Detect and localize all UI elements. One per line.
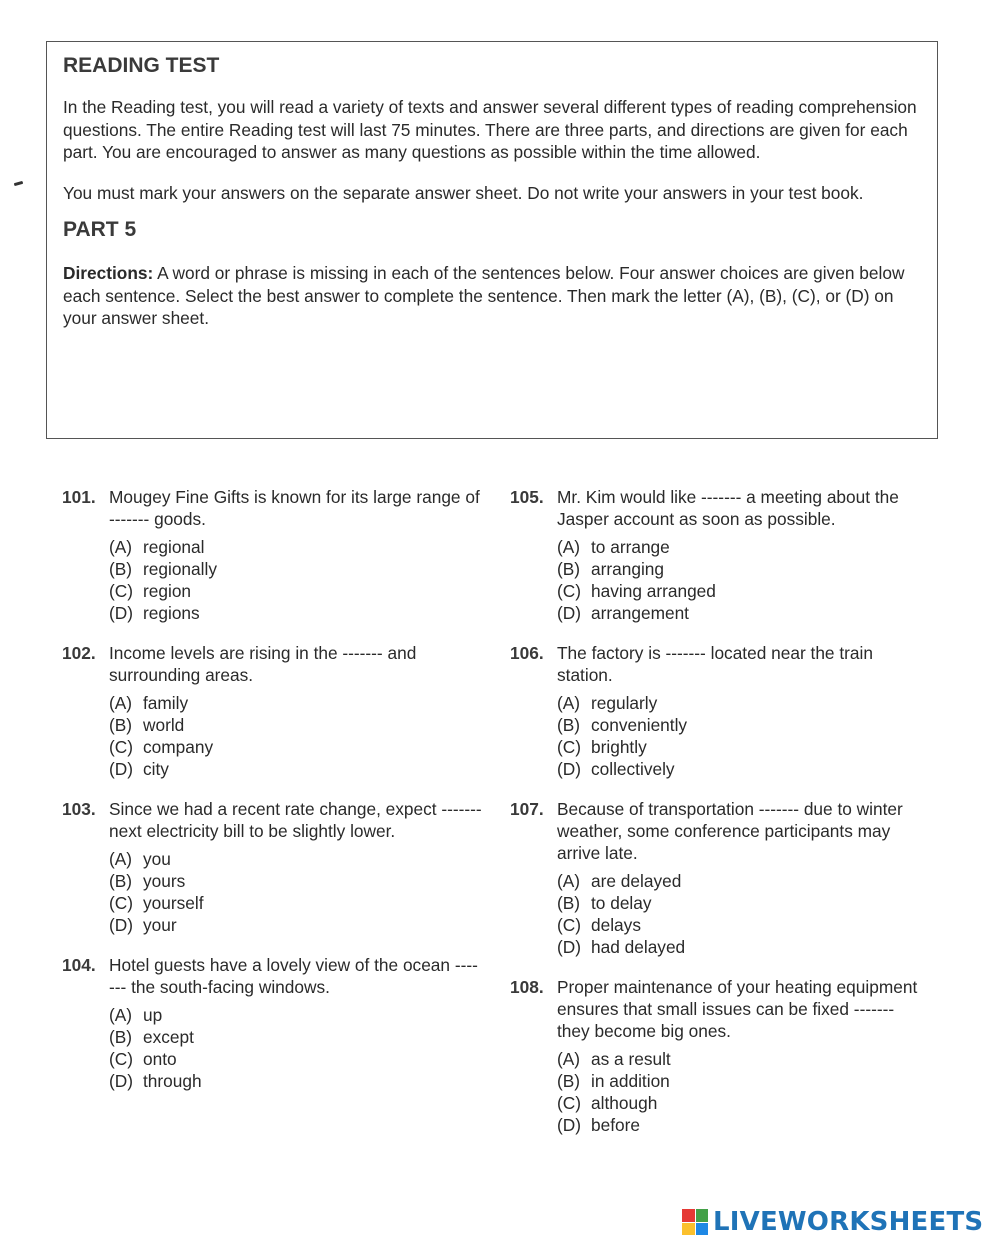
answer-choices: [109, 1004, 482, 1092]
answer-choice-c[interactable]: (C) region: [109, 581, 192, 601]
question-number: 107.: [510, 799, 544, 819]
answer-choice-a[interactable]: (A) regularly: [557, 693, 658, 713]
answer-choice-d[interactable]: (D) through: [109, 1071, 202, 1091]
answer-choice-b[interactable]: (B) arranging: [557, 559, 665, 579]
answer-choice-b[interactable]: (B) to delay: [557, 893, 652, 913]
answer-choice-a[interactable]: (A) to arrange: [557, 537, 670, 557]
answer-choice-c[interactable]: (C) company: [109, 737, 214, 757]
question-number: 105.: [510, 487, 544, 507]
answer-choice-d[interactable]: (D) had delayed: [557, 937, 686, 957]
answer-choice-b[interactable]: (B) world: [109, 715, 185, 735]
question-105: [510, 486, 930, 624]
question-number: 106.: [510, 643, 544, 663]
question-text: The factory is ------- located near the train station.: [557, 643, 873, 685]
directions-label: Directions:: [63, 263, 154, 283]
question-text: Mr. Kim would like ------- a meeting about the Jasper account as soon as possible.: [557, 487, 899, 529]
logo-tiles-icon: [682, 1209, 708, 1235]
answer-choice-d[interactable]: (D) city: [109, 759, 169, 779]
answer-choice-b[interactable]: (B) yours: [109, 871, 186, 891]
answer-sheet-paragraph: You must mark your answers on the separate answer sheet. Do not write your answers in your test book.: [63, 182, 864, 203]
logo-tile: [682, 1223, 695, 1236]
logo-tile: [696, 1223, 709, 1236]
answer-choice-c[interactable]: (C) onto: [109, 1049, 177, 1069]
answer-choice-d[interactable]: (D) collectively: [557, 759, 675, 779]
question-number: 103.: [62, 799, 96, 819]
answer-choice-d[interactable]: (D) before: [557, 1115, 641, 1135]
question-number: 101.: [62, 487, 96, 507]
logo-tile: [682, 1209, 695, 1222]
answer-choices: [557, 536, 930, 624]
question-102: [62, 642, 482, 780]
answer-choice-a[interactable]: (A) family: [109, 693, 189, 713]
answer-choices: [557, 692, 930, 780]
answer-choice-b[interactable]: (B) in addition: [557, 1071, 670, 1091]
answer-choices: [109, 848, 482, 936]
answer-choice-c[interactable]: (C) having arranged: [557, 581, 716, 601]
reading-test-title: READING TEST: [63, 54, 220, 77]
question-text: Mougey Fine Gifts is known for its large range of ------- goods.: [109, 487, 480, 529]
answer-choice-c[interactable]: (C) delays: [557, 915, 641, 935]
reading-test-info-box: [46, 41, 938, 439]
question-text: Proper maintenance of your heating equipment ensures that small issues can be fixed ------- they become big ones.: [557, 977, 918, 1041]
answer-choice-b[interactable]: (B) except: [109, 1027, 194, 1047]
question-text: Hotel guests have a lovely view of the ocean ------- the south-facing windows.: [109, 955, 478, 997]
answer-choice-c[interactable]: (C) yourself: [109, 893, 204, 913]
part-title: PART 5: [63, 218, 137, 241]
question-106: [510, 642, 930, 780]
answer-choice-d[interactable]: (D) regions: [109, 603, 200, 623]
answer-choices: [557, 870, 930, 958]
question-text: Income levels are rising in the ------- and surrounding areas.: [109, 643, 417, 685]
liveworksheets-logo: [682, 1207, 983, 1237]
questions-column-left: [62, 486, 482, 1110]
answer-choice-a[interactable]: (A) regional: [109, 537, 205, 557]
question-text: Because of transportation ------- due to winter weather, some conference participants may arrive late.: [557, 799, 903, 863]
answer-choice-b[interactable]: (B) regionally: [109, 559, 217, 579]
answer-choice-b[interactable]: (B) conveniently: [557, 715, 688, 735]
question-number: 104.: [62, 955, 96, 975]
logo-tile: [696, 1209, 709, 1222]
question-108: [510, 976, 930, 1136]
question-number: 102.: [62, 643, 96, 663]
question-text: Since we had a recent rate change, expect ------- next electricity bill to be slightly lower.: [109, 799, 482, 841]
answer-choice-a[interactable]: (A) as a result: [557, 1049, 671, 1069]
answer-choice-c[interactable]: (C) although: [557, 1093, 658, 1113]
answer-choices: [557, 1048, 930, 1136]
answer-choice-c[interactable]: (C) brightly: [557, 737, 647, 757]
stray-pen-mark: [14, 181, 23, 186]
questions-column-right: [510, 486, 930, 1154]
question-103: [62, 798, 482, 936]
question-104: [62, 954, 482, 1092]
question-107: [510, 798, 930, 958]
answer-choice-a[interactable]: (A) up: [109, 1005, 163, 1025]
directions-text: A word or phrase is missing in each of the sentences below. Four answer choices are given below each sentence. Select the best answer to complete the sentence. Then mark the letter (A), (B), (C), or (D) on your answer sheet.: [63, 263, 905, 328]
question-number: 108.: [510, 977, 544, 997]
answer-choice-a[interactable]: (A) are delayed: [557, 871, 682, 891]
logo-text: LIVEWORKSHEETS: [713, 1207, 984, 1237]
answer-choice-d[interactable]: (D) arrangement: [557, 603, 689, 623]
intro-paragraph: In the Reading test, you will read a variety of texts and answer several different types of reading comprehension questions. The entire Reading test will last 75 minutes. There are three parts, and directions are given for each part. You are encouraged to answer as many questions as possible within the time allowed.: [63, 97, 917, 162]
answer-choice-d[interactable]: (D) your: [109, 915, 177, 935]
answer-choices: [109, 692, 482, 780]
answer-choice-a[interactable]: (A) you: [109, 849, 171, 869]
directions-paragraph: [63, 262, 923, 330]
answer-choices: [109, 536, 482, 624]
question-101: [62, 486, 482, 624]
